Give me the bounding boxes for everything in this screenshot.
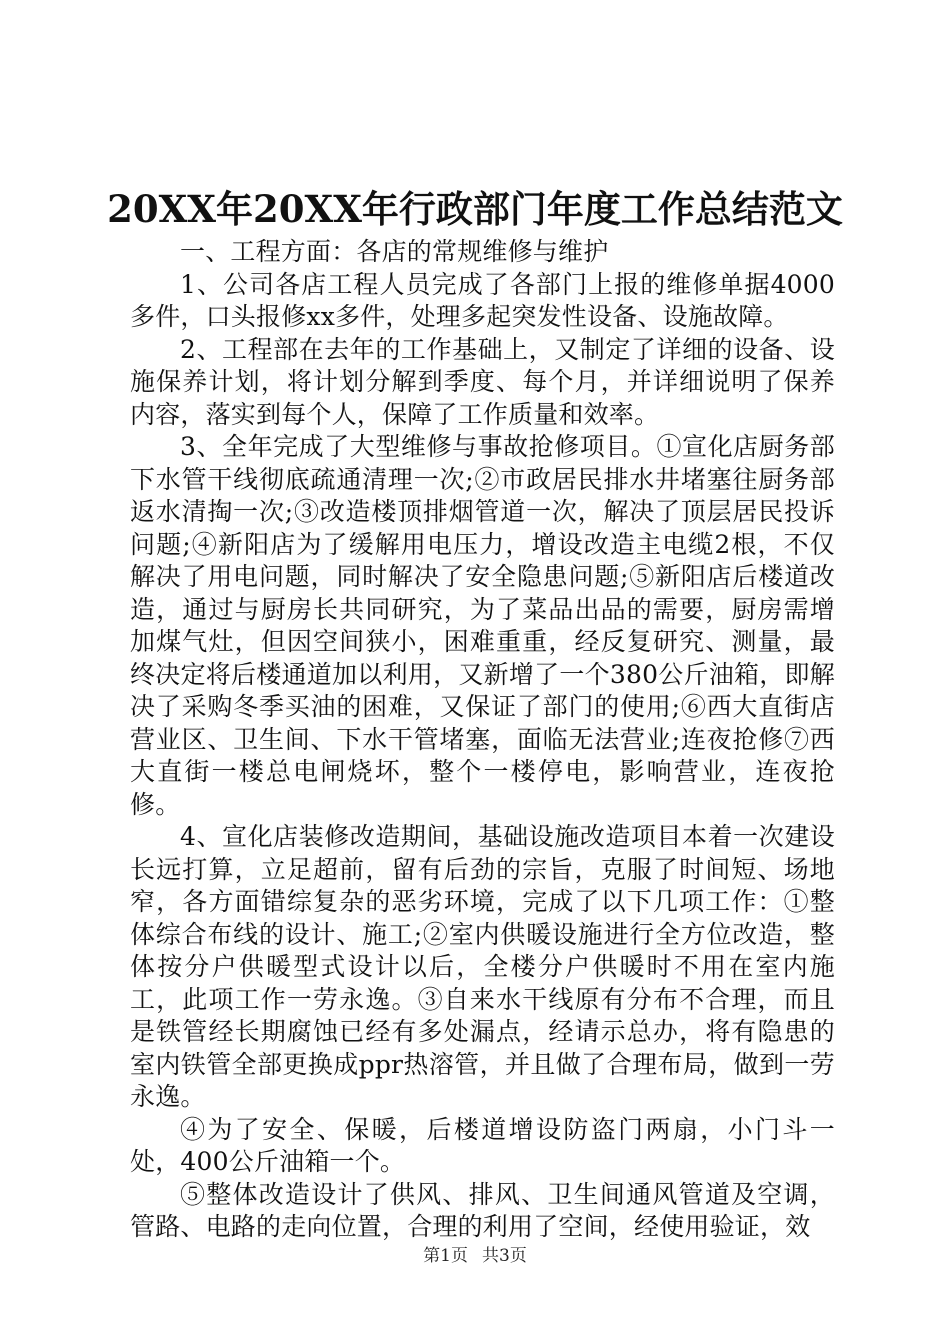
body-paragraph: 3、全年完成了大型维修与事故抢修项目。①宣化店厨务部下水管干线彻底疏通清理一次;②市政居民排水井堵塞往厨务部返水清掏一次;③改造楼顶排烟管道一次，解决了顶层居民投诉问题;④新阳店为了缓解用电压力，增设改造主电缆2根，不仅解决了用电问题，同时解决了安全隐患问题;⑤新阳店后楼道改造，通过与厨房长共同研究，为了菜品出品的需要，厨房需增加煤气灶，但因空间狭小，困难重重，经反复研究、测量，最终决定将后楼通道加以利用，又新增了一个380公斤油箱，即解决了采购冬季买油的困难，又保证了部门的使用;⑥西大直街店营业区、卫生间、下水干管堵塞，面临无法营业;连夜抢修⑦西大直街一楼总电闸烧坏，整个一楼停电，影响营业，连夜抢修。 — [130, 432, 835, 819]
body-paragraph: ④为了安全、保暖，后楼道增设防盗门两扇，小门斗一处，400公斤油箱一个。 — [130, 1114, 835, 1176]
body-paragraph: 1、公司各店工程人员完成了各部门上报的维修单据4000多件，口头报修xx多件，处理多起突发性设备、设施故障。 — [130, 269, 835, 331]
document-body — [130, 236, 835, 1244]
page-footer — [0, 1244, 950, 1268]
page-number: 第1页 — [423, 1246, 468, 1266]
section-heading: 一、工程方面：各店的常规维修与维护 — [180, 237, 609, 266]
page-total: 共3页 — [482, 1246, 527, 1266]
body-paragraph: ⑤整体改造设计了供风、排风、卫生间通风管道及空调，管路、电路的走向位置，合理的利用了空间，经使用验证，效 — [130, 1179, 835, 1241]
body-paragraph: 2、工程部在去年的工作基础上，又制定了详细的设备、设施保养计划，将计划分解到季度、每个月，并详细说明了保养内容，落实到每个人，保障了工作质量和效率。 — [130, 334, 835, 429]
body-paragraph: 4、宣化店装修改造期间，基础设施改造项目本着一次建设长远打算，立足超前，留有后劲的宗旨，克服了时间短、场地窄，各方面错综复杂的恶劣环境，完成了以下几项工作：①整体综合布线的设计、施工;②室内供暖设施进行全方位改造，整体按分户供暖型式设计以后，全楼分户供暖时不用在室内施工，此项工作一劳永逸。③自来水干线原有分布不合理，而且是铁管经长期腐蚀已经有多处漏点，经请示总办，将有隐患的室内铁管全部更换成ppr热溶管，并且做了合理布局，做到一劳永逸。 — [130, 822, 835, 1111]
document-title: 20XX年20XX年行政部门年度工作总结范文 — [107, 187, 843, 231]
